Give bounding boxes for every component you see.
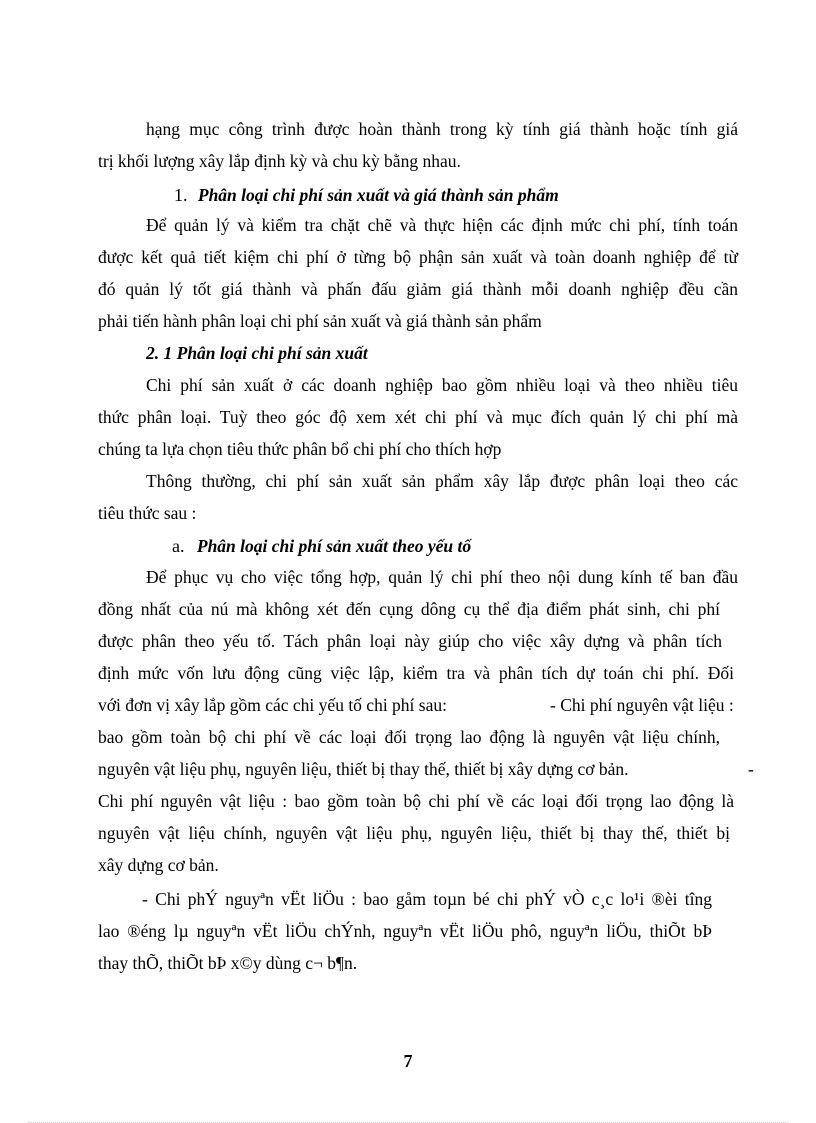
- paragraph-line: -: [748, 759, 754, 779]
- paragraph-line: thức phân loại. Tuỳ theo góc độ xem xét chi phí và mục đích quản lý chi phí mà: [98, 407, 738, 427]
- section-heading: [174, 184, 559, 206]
- paragraph-line: bao gồm toàn bộ chi phí về các loại đối trọng lao động là nguyên vật liệu chính,: [98, 727, 720, 747]
- paragraph-line: chúng ta lựa chọn tiêu thức phân bổ chi phí cho thích hợp: [98, 439, 502, 459]
- paragraph-line: Để quản lý và kiểm tra chặt chẽ và thực hiện các định mức chi phí, tính toán: [146, 215, 738, 235]
- paragraph-line: đó quản lý tốt giá thành và phấn đấu giảm giá thành mỗi doanh nghiệp đều cần: [98, 279, 738, 299]
- heading-number: 1.: [174, 185, 188, 205]
- paragraph-line: lao ®éng lµ nguyªn vËt liÖu chÝnh, nguyªn vËt liÖu phô, nguyªn liÖu, thiÕt bÞ: [98, 921, 712, 941]
- paragraph-line: xây dựng cơ bản.: [98, 855, 219, 875]
- heading-text: Phân loại chi phí sản xuất theo yếu tố: [196, 536, 472, 556]
- paragraph-line: thay thÕ, thiÕt bÞ x©y dùng c¬ b¶n.: [98, 953, 358, 973]
- paragraph-line: Thông thường, chi phí sản xuất sản phẩm xây lắp được phân loại theo các: [146, 471, 738, 491]
- paragraph-line: đồng nhất của nú mà không xét đến cụng dông cụ thể địa điểm phát sinh, chi phí: [98, 599, 720, 619]
- paragraph-line: - Chi phÝ nguyªn vËt liÖu : bao gåm toµn bé chi phÝ vÒ c¸c lo¹i ®èi tîng: [142, 889, 712, 909]
- paragraph-line: với đơn vị xây lắp gồm các chi yếu tố chi phí sau:: [98, 695, 447, 715]
- paragraph-line: trị khối lượng xây lắp định kỳ và chu kỳ bằng nhau.: [98, 151, 461, 171]
- heading-text: Phân loại chi phí sản xuất và giá thành sản phẩm: [197, 185, 559, 205]
- paragraph-line: được kết quả tiết kiệm chi phí ở từng bộ phận sản xuất và toàn doanh nghiệp để từ: [98, 247, 738, 267]
- paragraph-line: nguyên vật liệu phụ, nguyên liệu, thiết bị thay thế, thiết bị xây dựng cơ bản.: [98, 759, 629, 779]
- heading-number: a.: [172, 536, 185, 556]
- paragraph-line: tiêu thức sau :: [98, 503, 197, 523]
- paragraph-line: - Chi phí nguyên vật liệu :: [550, 695, 734, 715]
- paragraph-line: nguyên vật liệu chính, nguyên vật liệu phụ, nguyên liệu, thiết bị thay thế, thiết bị: [98, 823, 730, 843]
- section-heading: [172, 535, 471, 557]
- paragraph-line: hạng mục công trình được hoàn thành trong kỳ tính giá thành hoặc tính giá: [146, 119, 738, 139]
- paragraph-line: định mức vốn lưu động cũng việc lập, kiểm tra và phân tích dự toán chi phí. Đối: [98, 663, 734, 683]
- page-number: 7: [403, 1051, 413, 1071]
- paragraph-line: được phân theo yếu tố. Tách phân loại này giúp cho việc xây dựng và phân tích: [98, 631, 722, 651]
- paragraph-line: Để phục vụ cho việc tổng hợp, quản lý chi phí theo nội dung kính tế ban đầu: [146, 567, 738, 587]
- paragraph-line: phải tiến hành phân loại chi phí sản xuất và giá thành sản phẩm: [98, 311, 542, 331]
- paragraph-line: Chi phí sản xuất ở các doanh nghiệp bao gồm nhiều loại và theo nhiều tiêu: [146, 375, 738, 395]
- paragraph-line: Chi phí nguyên vật liệu : bao gồm toàn bộ chi phí về các loại đối trọng lao động là: [98, 791, 734, 811]
- subsection-heading: 2. 1 Phân loại chi phí sản xuất: [146, 343, 368, 363]
